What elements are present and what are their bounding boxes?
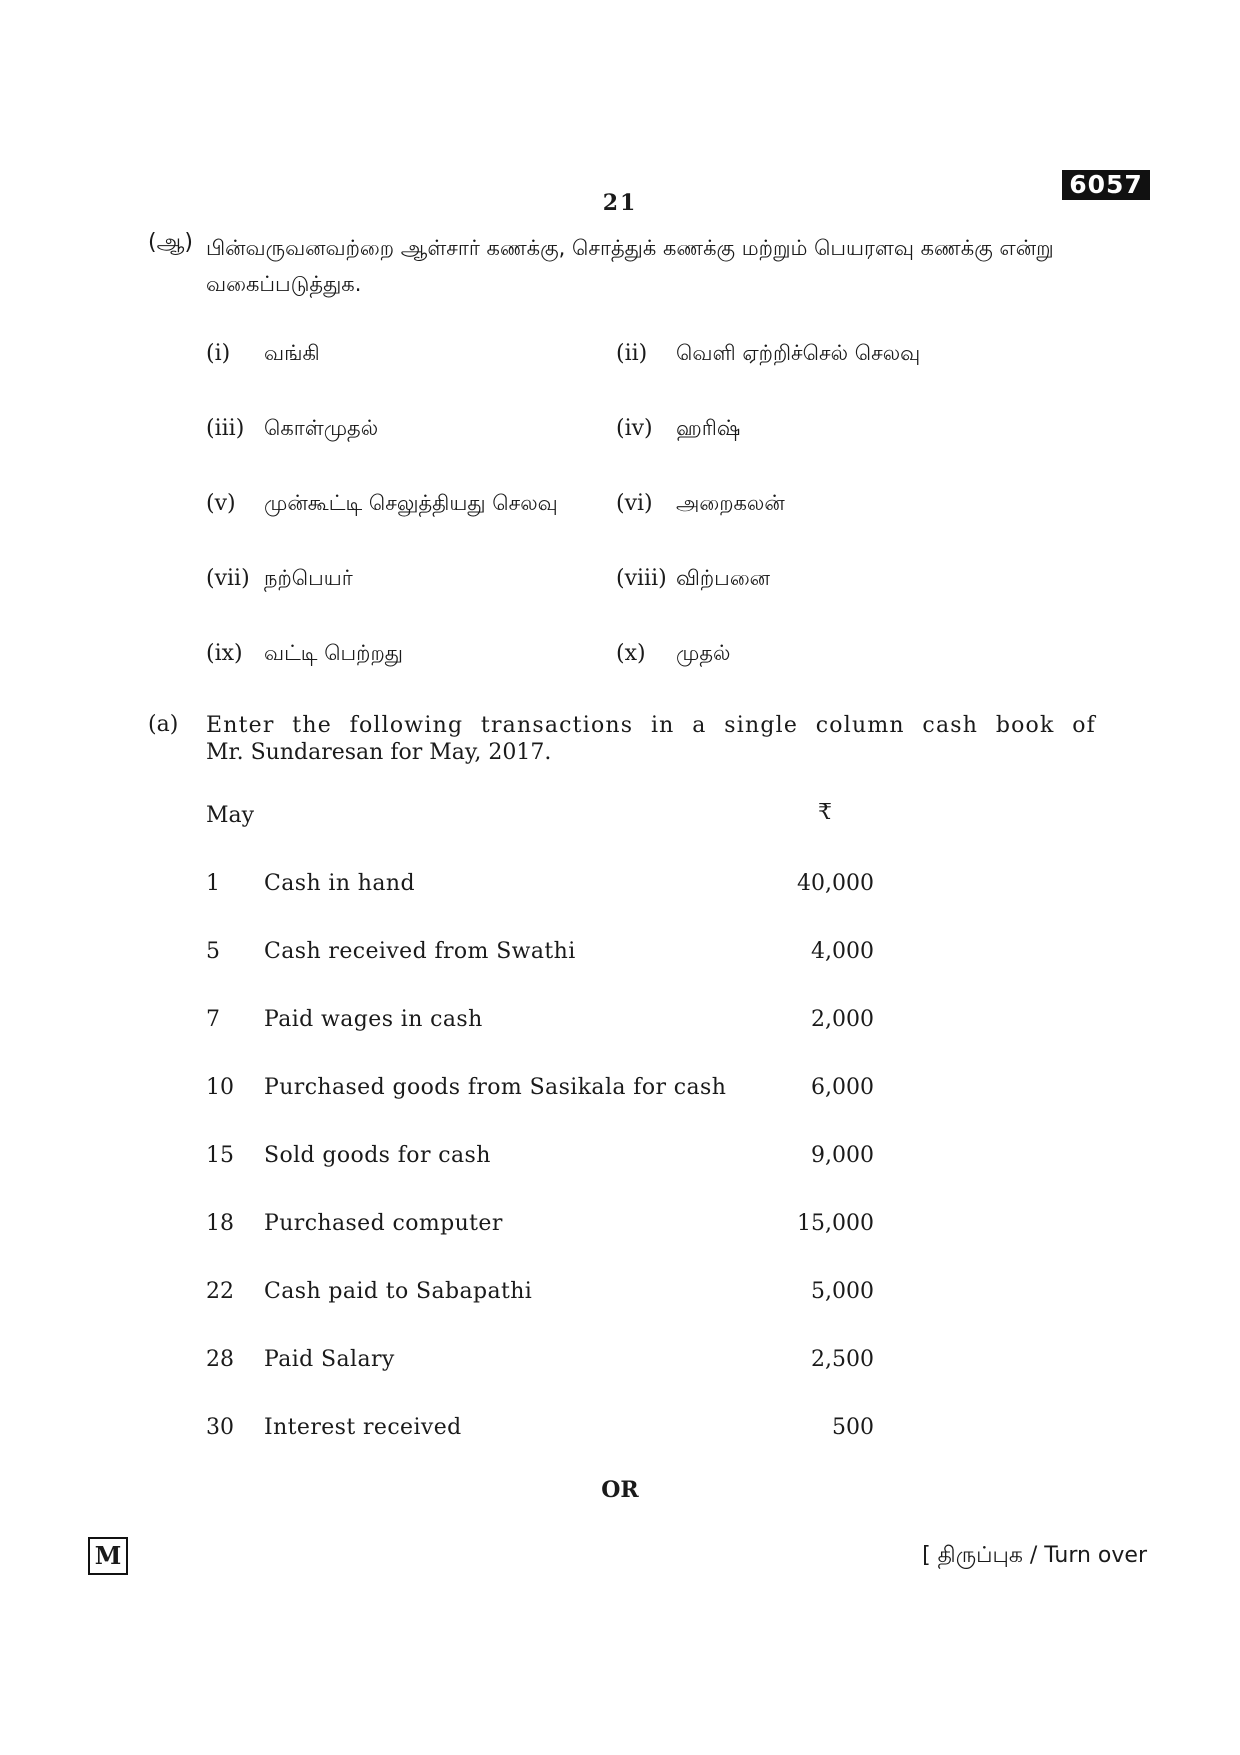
item-term: வங்கி [264, 341, 320, 365]
question-b-label: (ஆ) [148, 230, 193, 255]
transaction-day: 10 [206, 1075, 234, 1100]
item-term: ஹரிஷ் [676, 416, 741, 440]
transaction-day: 22 [206, 1279, 234, 1304]
medium-indicator: M [88, 1537, 128, 1575]
transaction-day: 15 [206, 1143, 234, 1168]
item-term: முதல் [676, 641, 731, 665]
or-separator: OR [601, 1477, 639, 1503]
question-a-text [206, 712, 1096, 766]
transaction-amount: 2,500 [811, 1347, 874, 1372]
transaction-description: Purchased goods from Sasikala for cash [264, 1075, 727, 1100]
paper-code-badge: 6057 [1062, 170, 1150, 200]
transaction-day: 28 [206, 1347, 234, 1372]
rupee-symbol: ₹ [818, 800, 832, 825]
item-term: வட்டி பெற்றது [264, 641, 403, 665]
question-a-line-1: Enter the following transactions in a single column cash book of [206, 713, 1096, 738]
transaction-description: Paid wages in cash [264, 1007, 483, 1032]
transaction-amount: 500 [832, 1415, 874, 1440]
question-a-line-2: Mr. Sundaresan for May, 2017. [206, 740, 552, 765]
item-label: (vi) [616, 491, 653, 516]
transaction-description: Cash paid to Sabapathi [264, 1279, 533, 1304]
transaction-amount: 9,000 [811, 1143, 874, 1168]
question-a-label: (a) [148, 712, 179, 737]
item-label: (v) [206, 491, 236, 516]
item-label: (x) [616, 641, 646, 666]
transaction-day: 30 [206, 1415, 234, 1440]
transaction-description: Interest received [264, 1415, 462, 1440]
transaction-description: Sold goods for cash [264, 1143, 491, 1168]
item-term: வெளி ஏற்றிச்செல் செலவு [676, 341, 921, 365]
transaction-description: Paid Salary [264, 1347, 395, 1372]
transaction-amount: 4,000 [811, 939, 874, 964]
item-term: விற்பனை [676, 566, 771, 590]
transaction-description: Purchased computer [264, 1211, 503, 1236]
item-label: (iii) [206, 416, 245, 441]
transaction-amount: 2,000 [811, 1007, 874, 1032]
turn-over-note: [ திருப்புக / Turn over [922, 1543, 1147, 1568]
item-label: (vii) [206, 566, 250, 591]
transaction-amount: 6,000 [811, 1075, 874, 1100]
transaction-day: 7 [206, 1007, 220, 1032]
transaction-day: 1 [206, 871, 220, 896]
transaction-amount: 40,000 [797, 871, 874, 896]
month-column-header: May [206, 803, 255, 828]
transaction-amount: 15,000 [797, 1211, 874, 1236]
item-term: அறைகலன் [676, 491, 785, 515]
transaction-day: 5 [206, 939, 220, 964]
page-number: 21 [602, 190, 638, 216]
transaction-description: Cash received from Swathi [264, 939, 576, 964]
question-b-text: பின்வருவனவற்றை ஆள்சார் கணக்கு, சொத்துக் கணக்கு மற்றும் பெயரளவு கணக்கு என்று வகைப்படுத்துக. [206, 236, 1054, 296]
item-label: (i) [206, 341, 231, 366]
transaction-day: 18 [206, 1211, 234, 1236]
item-term: நற்பெயர் [264, 566, 353, 590]
item-term: முன்கூட்டி செலுத்தியது செலவு [264, 491, 558, 515]
item-label: (ix) [206, 641, 243, 666]
transaction-description: Cash in hand [264, 871, 415, 896]
item-term: கொள்முதல் [264, 416, 379, 440]
item-label: (ii) [616, 341, 648, 366]
item-label: (iv) [616, 416, 653, 441]
item-label: (viii) [616, 566, 667, 591]
transaction-amount: 5,000 [811, 1279, 874, 1304]
